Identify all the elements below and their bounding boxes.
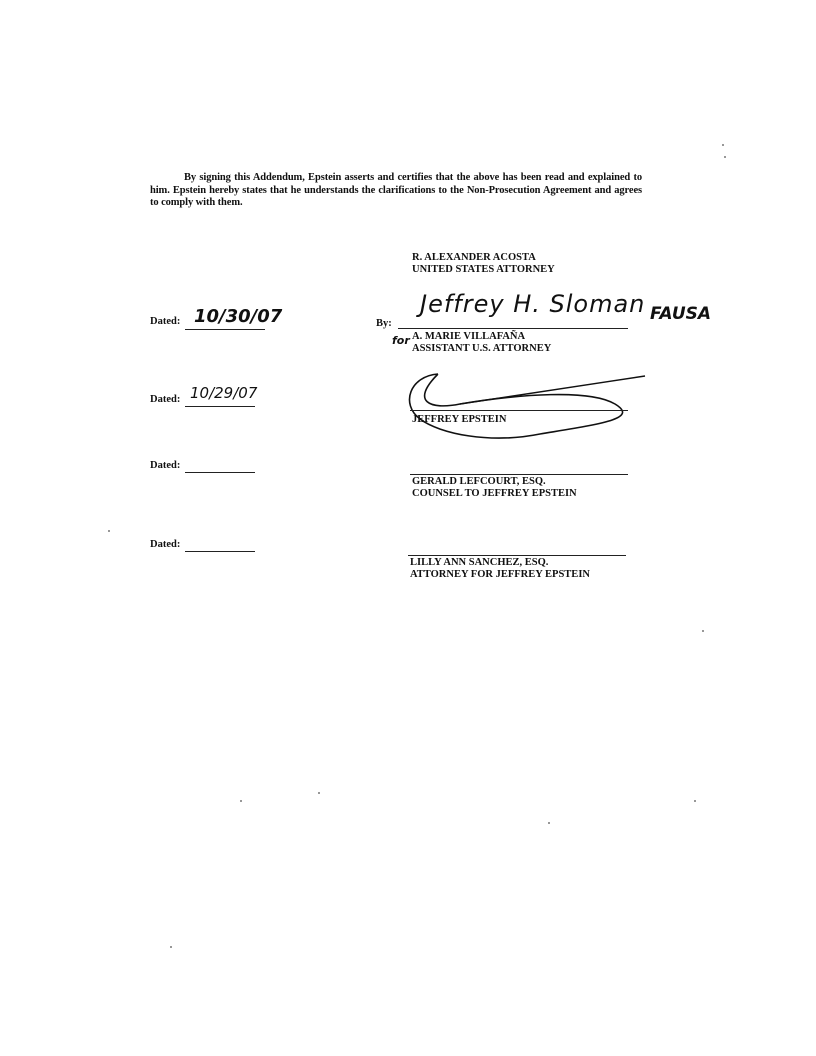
addendum-paragraph: By signing this Addendum, Epstein asserts and certifies that the above has been read and explained to him. Epstein hereby states that he understands the clarifications to the Non-Prosecution Agreement and agrees to comply with them. [150,172,642,208]
villafana-title: ASSISTANT U.S. ATTORNEY [412,343,552,354]
signature-line-3 [410,474,628,475]
dated-line-4 [185,551,255,552]
signature-line-2 [410,410,628,411]
epstein-name: JEFFREY EPSTEIN [412,414,507,425]
scan-speck [108,530,110,532]
sanchez-name: LILLY ANN SANCHEZ, ESQ. [410,557,549,568]
scan-speck [318,792,320,794]
sanchez-block [410,557,590,581]
sanchez-title: ATTORNEY FOR JEFFREY EPSTEIN [410,569,590,580]
us-attorney-name: R. ALEXANDER ACOSTA [412,252,536,263]
dated-line-3 [185,472,255,473]
dated-label-2: Dated: [150,394,181,405]
handwritten-date-1: 10/30/07 [194,306,283,327]
scan-speck [240,800,242,802]
fausa-handwritten: FAUSA [650,304,712,324]
lefcourt-block [412,476,577,500]
dated-line-2 [185,406,255,407]
signature-line-4 [408,555,626,556]
epstein-signature [400,364,650,454]
handwritten-date-2: 10/29/07 [190,384,258,402]
epstein-block [412,414,506,426]
for-handwritten: for [392,334,410,347]
scan-speck [722,144,724,146]
villafana-block [412,331,551,355]
dated-label-3: Dated: [150,460,181,471]
dated-line-1 [185,329,265,330]
scan-speck [694,800,696,802]
signature-line-1 [398,328,628,329]
by-label: By: [376,318,392,329]
lefcourt-name: GERALD LEFCOURT, ESQ. [412,476,546,487]
sloman-signature: Jeffrey H. Sloman [420,290,646,318]
scan-speck [170,946,172,948]
dated-label-1: Dated: [150,316,181,327]
villafana-name: A. MARIE VILLAFAÑA [412,331,526,342]
us-attorney-block [412,252,555,276]
scan-speck [548,822,550,824]
scan-speck [724,156,726,158]
dated-label-4: Dated: [150,539,181,550]
lefcourt-title: COUNSEL TO JEFFREY EPSTEIN [412,488,577,499]
scan-speck [702,630,704,632]
us-attorney-title: UNITED STATES ATTORNEY [412,264,555,275]
